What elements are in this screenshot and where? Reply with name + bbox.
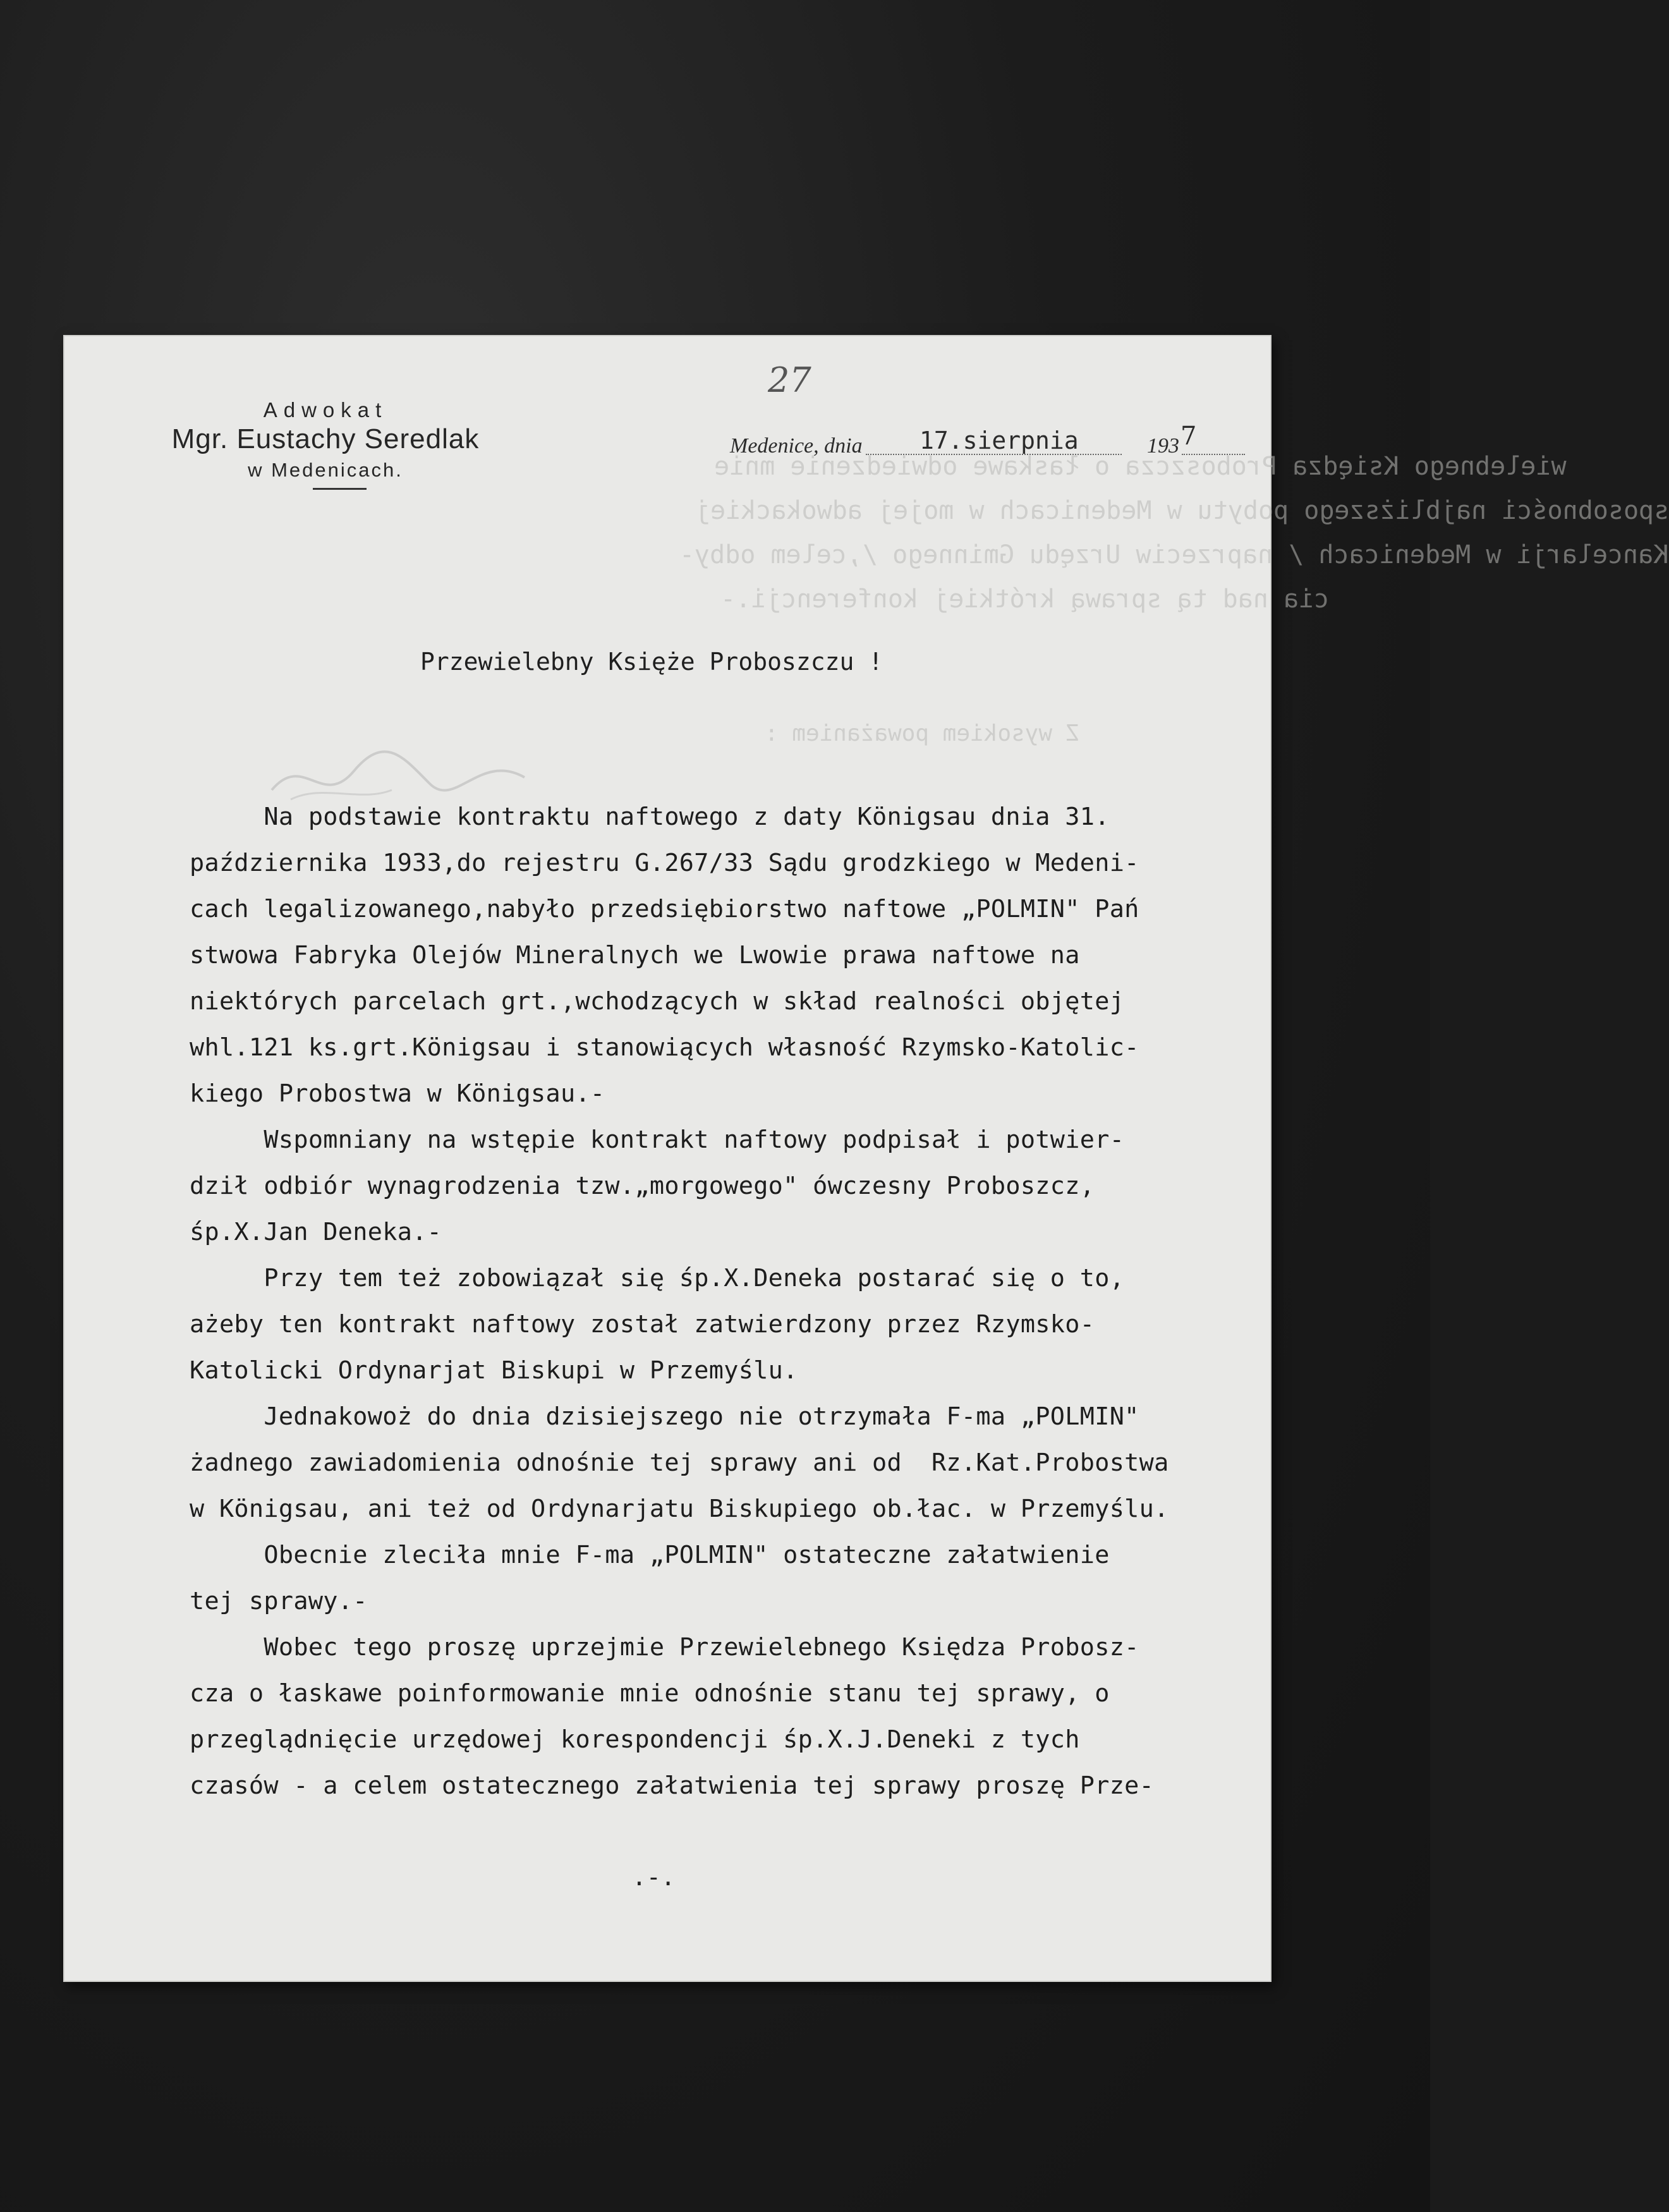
- body-line: Wobec tego proszę uprzejmie Przewielebnego Księdza Probosz-: [190, 1633, 1139, 1662]
- body-line: października 1933,do rejestru G.267/33 Sądu grodzkiego w Medeni-: [190, 849, 1139, 877]
- body-line: niektórych parcelach grt.,wchodzących w skład realności objętej: [190, 987, 1125, 1016]
- body-line: stwowa Fabryka Olejów Mineralnych we Lwowie prawa naftowe na: [190, 941, 1080, 969]
- letter-page: [63, 335, 1669, 1982]
- body-line: Przy tem też zobowiązał się śp.X.Deneka postarać się o to,: [190, 1264, 1125, 1292]
- body-line: Obecnie zleciła mnie F-ma „POLMIN" ostateczne załatwienie: [190, 1541, 1110, 1569]
- body-line: ażeby ten kontrakt naftowy został zatwierdzony przez Rzymsko-: [190, 1310, 1095, 1339]
- dateline-year-digit: 7: [1180, 422, 1197, 451]
- bleed-through-text: cia nad tą sprawą krótkiej konferencji.-: [720, 585, 1330, 614]
- body-line: żadnego zawiadomienia odnośnie tej sprawy ani od Rz.Kat.Probostwa: [190, 1449, 1169, 1477]
- archive-number: 27: [768, 360, 811, 400]
- dateline-dotted-rule: [1182, 454, 1245, 455]
- bleed-through-text: wielebnego Księdza Proboszcza o łaskawe odwiedzenie mnie: [714, 452, 1567, 481]
- letterhead-name: Mgr. Eustachy Seredlak: [171, 423, 480, 454]
- body-line: w Königsau, ani też od Ordynarjatu Biskupiego ob.łac. w Przemyślu.: [190, 1495, 1169, 1523]
- letterhead-rule: [313, 488, 367, 490]
- dateline: [730, 422, 1248, 465]
- bleed-through-text: Z wysokiem poważaniem :: [765, 720, 1080, 746]
- letterhead-role: Adwokat: [263, 398, 388, 422]
- body-line: Katolicki Ordynarjat Biskupi w Przemyślu.: [190, 1356, 798, 1385]
- body-line: śp.X.Jan Deneka.-: [190, 1218, 442, 1246]
- dateline-prefix: Medenice, dnia: [730, 434, 863, 458]
- body-line: cach legalizowanego,nabyło przedsiębiorstwo naftowe „POLMIN" Pań: [190, 895, 1139, 923]
- letterhead-place: w Medenicach.: [248, 459, 403, 481]
- salutation: Przewielebny Księże Proboszczu !: [420, 648, 883, 676]
- body-line: cza o łaskawe poinformowanie mnie odnośnie stanu tej sprawy, o: [190, 1679, 1110, 1708]
- bleed-through-text: sposobności najbliższego pobytu w Medenicach w mojej adwokackiej: [695, 496, 1669, 525]
- dateline-year-prefix: 193: [1147, 434, 1179, 458]
- body-line: czasów - a celem ostatecznego załatwienia tej sprawy proszę Prze-: [190, 1771, 1155, 1800]
- bleed-through-text: Kancelarji w Medenicach / naprzeciw Urzędu Gminnego /,celem odby-: [679, 540, 1669, 569]
- page-continuation-mark: .-.: [632, 1863, 676, 1891]
- body-line: kiego Probostwa w Königsau.-: [190, 1079, 605, 1108]
- body-line: dził odbiór wynagrodzenia tzw.„morgowego" ówczesny Proboszcz,: [190, 1172, 1095, 1200]
- dateline-day-month: 17.sierpnia: [919, 427, 1079, 454]
- body-line: Wspomniany na wstępie kontrakt naftowy podpisał i potwier-: [190, 1126, 1125, 1154]
- body-line: Jednakowoż do dnia dzisiejszego nie otrzymała F-ma „POLMIN": [190, 1402, 1139, 1431]
- body-line: Na podstawie kontraktu naftowego z daty Königsau dnia 31.: [190, 803, 1110, 831]
- body-line: przeglądnięcie urzędowej korespondencji śp.X.J.Deneki z tych: [190, 1725, 1080, 1754]
- body-line: tej sprawy.-: [190, 1587, 368, 1615]
- body-line: whl.121 ks.grt.Königsau i stanowiących własność Rzymsko-Katolic-: [190, 1033, 1139, 1062]
